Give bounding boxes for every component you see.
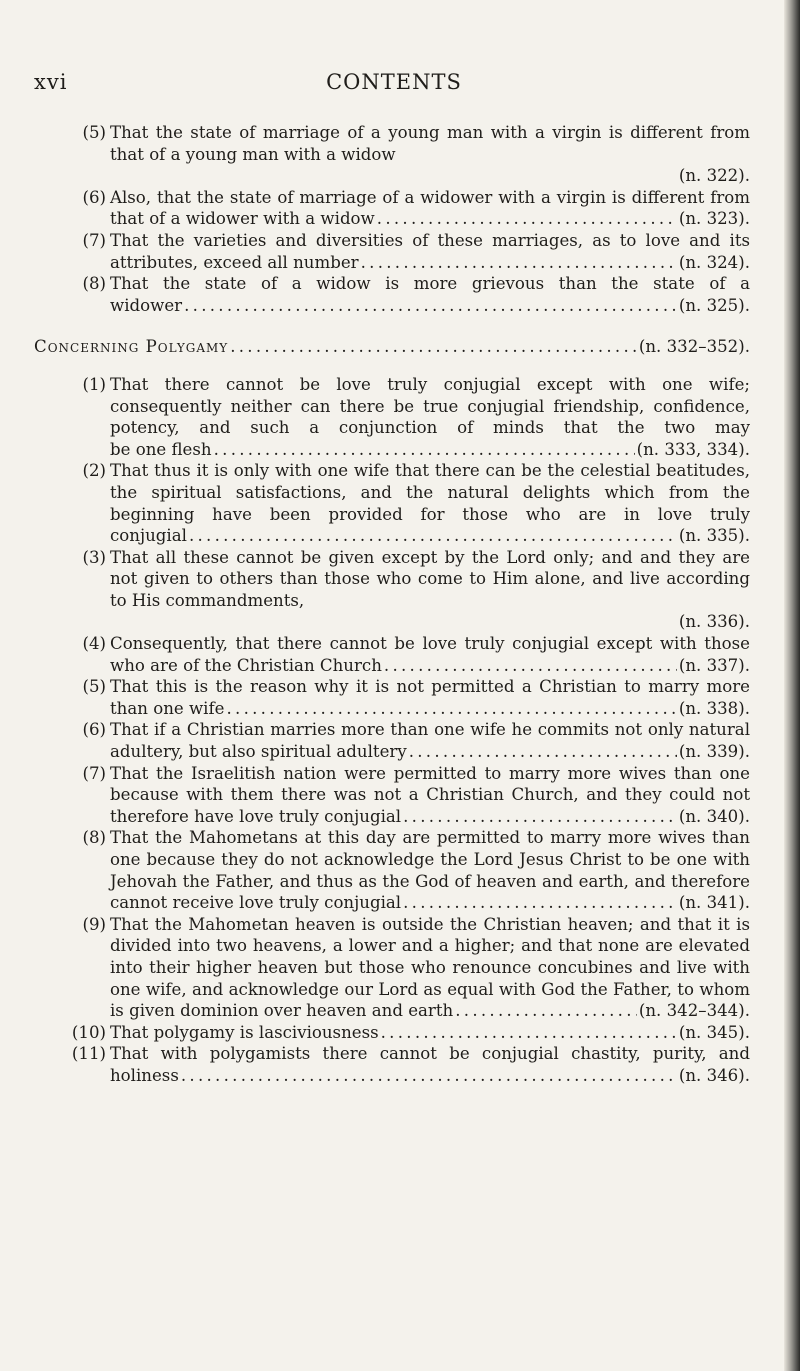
leader-dots (214, 439, 635, 461)
entry-text: who are of the Christian Church (110, 655, 382, 675)
entry-text: widower (110, 295, 183, 315)
contents-entry (82, 914, 750, 1022)
entry-text-body: That there cannot be love truly conjugial except with one wife; consequently neither can there be true conjugial friendship, confidence, potency, and such a conjunction of minds that the two may (110, 374, 750, 438)
entry-leader-line (110, 892, 750, 914)
entry-leader-line (110, 806, 750, 828)
running-title: CONTENTS (326, 70, 462, 94)
page-header (34, 70, 754, 100)
entry-text-body: That the Mahometan heaven is outside the Christian heaven; and that it is divided into two heavens, a lower and a higher; and that none are elevated into their higher heaven but those who renounce concubines and live with one wife, and acknowledge our Lord as equal with God the Father, to whom (110, 914, 750, 999)
entry-number: (7) (82, 230, 106, 250)
contents-body (0, 122, 800, 1087)
entry-text: that of a widower with a widow (110, 209, 375, 229)
entry-leader-line (110, 1065, 750, 1087)
leader-dots (226, 698, 676, 720)
contents-entry (82, 827, 750, 913)
entry-number: (7) (82, 763, 106, 783)
entry-number: (5) (82, 677, 106, 697)
page-number: xvi (34, 70, 68, 94)
contents-entry (71, 1022, 750, 1044)
contents-entry (82, 374, 750, 460)
entry-text-body: That the state of a widow is more grievous than the state of a (110, 274, 750, 294)
contents-entry (82, 676, 750, 719)
entry-reference: (n. 333, 334). (636, 439, 750, 459)
contents-entry (82, 719, 750, 762)
entry-text: therefore have love truly conjugial (110, 806, 402, 826)
entry-reference: (n. 340). (678, 806, 750, 826)
entry-reference: (n. 338). (678, 698, 750, 718)
entry-reference: (n. 345). (678, 1022, 750, 1042)
contents-entry (71, 1043, 750, 1086)
entry-number: (9) (82, 914, 106, 934)
entry-text-body: Also, that the state of marriage of a widower with a virgin is different from (110, 187, 750, 207)
entry-leader-line (110, 655, 750, 677)
leader-dots (230, 336, 637, 358)
entry-text: conjugial (110, 526, 187, 546)
entry-leader-line (110, 1000, 750, 1022)
section-reference: (n. 332–352). (638, 337, 750, 357)
entry-leader-line (110, 439, 750, 461)
entry-text: That the state of marriage of a young man with a virgin is different from that of a young man with a widow (110, 123, 750, 164)
entry-list-marriages (0, 122, 800, 316)
leader-dots (403, 806, 677, 828)
entry-number: (6) (82, 187, 106, 207)
entry-text-body: That the Mahometans at this day are permitted to marry more wives than one because they do not acknowledge the Lord Jesus Christ to be one with Jehovah the Father, and thus as the God of heaven and earth, and therefore (110, 828, 750, 891)
leader-dots (361, 252, 677, 274)
entry-number: (1) (82, 374, 106, 394)
contents-entry (82, 460, 750, 546)
entry-number: (10) (71, 1022, 106, 1042)
entry-text-body: That the varieties and diversities of these marriages, as to love and its (110, 230, 750, 250)
contents-entry (82, 230, 750, 273)
entry-number: (2) (82, 461, 106, 481)
entry-reference: (n. 324). (678, 252, 750, 272)
entry-leader-line (110, 252, 750, 274)
entry-text: holiness (110, 1065, 179, 1085)
entry-number: (8) (82, 274, 106, 294)
contents-entry (82, 763, 750, 828)
entry-text: be one flesh (110, 439, 212, 459)
entry-reference: (n. 323). (678, 209, 750, 229)
entry-reference: (n. 325). (678, 295, 750, 315)
leader-dots (181, 1065, 677, 1087)
section-title: Concerning Polygamy (34, 337, 229, 357)
entry-leader-line (110, 698, 750, 720)
leader-dots (381, 1022, 677, 1044)
entry-text: That all these cannot be given except by the Lord only; and and they are not given to others than those who come to Him alone, and live according to His commandments, (110, 547, 750, 610)
entry-list-polygamy (0, 374, 800, 1087)
entry-text-body: That the Israelitish nation were permitted to marry more wives than one because with them there was not a Christian Church, and they could not (110, 763, 750, 805)
entry-leader-line (110, 208, 750, 230)
entry-text: than one wife (110, 698, 225, 718)
entry-leader-line (110, 1022, 750, 1044)
entry-reference: (n. 339). (678, 742, 750, 762)
entry-text: adultery, but also spiritual adultery (110, 742, 407, 762)
leader-dots (189, 525, 677, 547)
entry-reference: (n. 322). (678, 166, 750, 186)
leader-dots (409, 741, 677, 763)
entry-leader-line (110, 741, 750, 763)
entry-reference: (n. 341). (678, 893, 750, 913)
contents-entry (82, 122, 750, 187)
entry-reference: (n. 346). (678, 1065, 750, 1085)
entry-number: (3) (82, 547, 106, 567)
entry-text-body: That with polygamists there cannot be conjugial chastity, purity, and (110, 1044, 750, 1064)
entry-leader-line (110, 525, 750, 547)
entry-text-body: That this is the reason why it is not permitted a Christian to marry more (110, 677, 750, 697)
entry-text: cannot receive love truly conjugial (110, 893, 402, 913)
entry-reference: (n. 335). (678, 526, 750, 546)
contents-entry (82, 547, 750, 633)
leader-dots (184, 295, 677, 317)
section-heading-polygamy (34, 336, 750, 358)
entry-text-body: Consequently, that there cannot be love truly conjugial except with those (110, 634, 750, 654)
entry-number: (11) (71, 1044, 106, 1064)
entry-reference: (n. 337). (678, 655, 750, 675)
contents-entry (82, 187, 750, 230)
entry-number: (5) (82, 123, 106, 142)
entry-text: That polygamy is lasciviousness (110, 1022, 379, 1042)
contents-entry (82, 273, 750, 316)
entry-number: (8) (82, 828, 106, 848)
entry-text: is given dominion over heaven and earth (110, 1001, 454, 1021)
leader-dots (377, 208, 677, 230)
leader-dots (455, 1000, 637, 1022)
entry-reference: (n. 342–344). (638, 1001, 750, 1021)
entry-text: attributes, exceed all number (110, 252, 359, 272)
contents-entry (82, 633, 750, 676)
leader-dots (403, 892, 677, 914)
entry-number: (4) (82, 634, 106, 654)
entry-text-body: That if a Christian marries more than one wife he commits not only natural (110, 720, 750, 740)
entry-text-body: That thus it is only with one wife that there can be the celestial beatitudes, the spiritual satisfactions, and the natural delights which from the beginning have been provided for those who are in love truly (110, 461, 750, 524)
entry-number: (6) (82, 720, 106, 740)
entry-leader-line (110, 295, 750, 317)
entry-reference: (n. 336). (678, 612, 750, 632)
leader-dots (384, 655, 677, 677)
